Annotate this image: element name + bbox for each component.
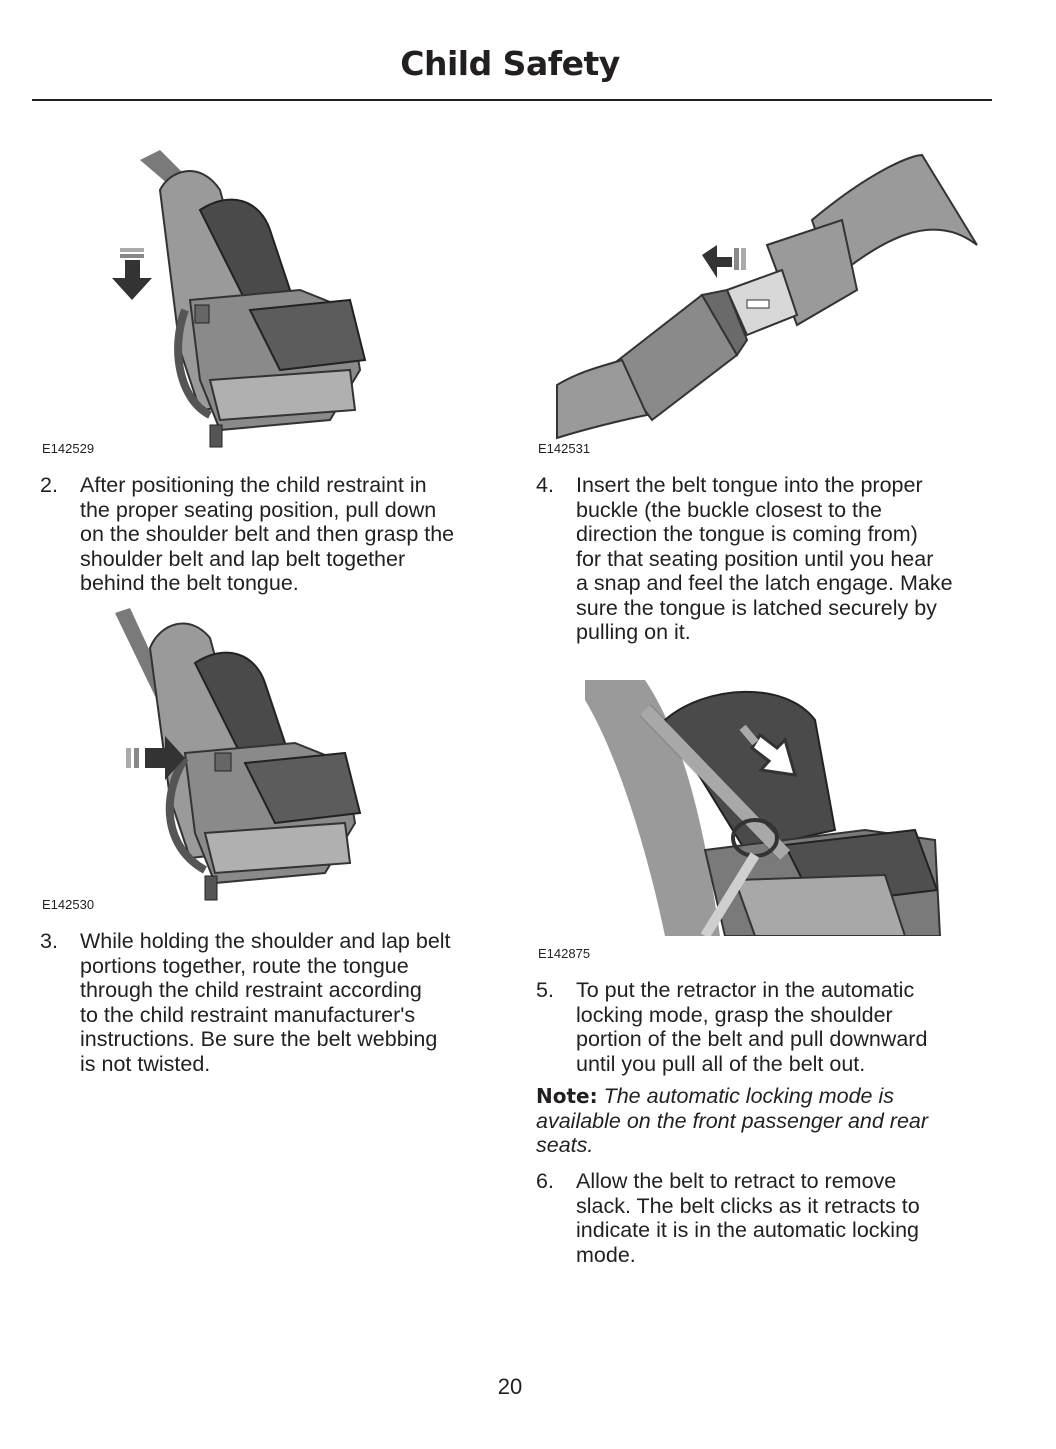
step-number: 2. (40, 473, 58, 497)
step-number: 3. (40, 929, 58, 953)
step-line: behind the belt tongue. (80, 571, 299, 595)
note-label: Note: (536, 1084, 598, 1108)
step-line: portion of the belt and pull downward (576, 1027, 928, 1051)
note-line: seats. (536, 1133, 594, 1157)
step-line: mode. (576, 1242, 636, 1267)
title-rule (32, 99, 992, 101)
step-line: the proper seating position, pull down (80, 497, 437, 522)
step-line: buckle (the buckle closest to the (576, 497, 882, 522)
step-line: After positioning the child restraint in (80, 473, 427, 497)
page-title: Child Safety (400, 44, 620, 83)
figure-id: E142875 (538, 946, 591, 961)
step-line: While holding the shoulder and lap belt (80, 929, 451, 953)
figure-id: E142531 (538, 441, 591, 456)
note-line: The automatic locking mode is (603, 1084, 894, 1108)
step-line: is not twisted. (80, 1051, 211, 1076)
step-line: direction the tongue is coming from) (576, 522, 918, 546)
step-line: instructions. Be sure the belt webbing (80, 1027, 438, 1051)
step-line: locking mode, grasp the shoulder (576, 1002, 893, 1027)
step-number: 4. (536, 473, 554, 497)
note-block (536, 1084, 1006, 1158)
figure-belt-buckle (552, 150, 982, 440)
figure-id: E142529 (42, 441, 95, 456)
figure-child-seat-shoulder-belt (100, 150, 390, 450)
step-number: 6. (536, 1169, 554, 1193)
step-line: shoulder belt and lap belt together (80, 546, 406, 571)
step-line: Allow the belt to retract to remove (576, 1169, 897, 1193)
step-line: sure the tongue is latched securely by (576, 595, 937, 620)
step-line: a snap and feel the latch engage. Make (576, 571, 953, 595)
step-line: until you pull all of the belt out. (576, 1051, 866, 1076)
step-line: indicate it is in the automatic locking (576, 1218, 919, 1242)
step-line: for that seating position until you hear (576, 546, 934, 571)
figure-retractor-closeup (585, 680, 945, 936)
step-line: to the child restraint manufacturer's (80, 1002, 416, 1027)
page-number: 20 (497, 1374, 523, 1399)
figure-id: E142530 (42, 897, 95, 912)
step-line: Insert the belt tongue into the proper (576, 473, 923, 497)
step-line: pulling on it. (576, 620, 691, 644)
step-line: To put the retractor in the automatic (576, 978, 915, 1002)
step-line: slack. The belt clicks as it retracts to (576, 1193, 920, 1218)
figure-child-seat-routing (110, 608, 380, 908)
step-number: 5. (536, 978, 554, 1002)
step-line: portions together, route the tongue (80, 953, 409, 978)
step-line: through the child restraint according (80, 978, 422, 1002)
note-line: available on the front passenger and rear (536, 1108, 929, 1133)
step-line: on the shoulder belt and then grasp the (80, 522, 455, 546)
